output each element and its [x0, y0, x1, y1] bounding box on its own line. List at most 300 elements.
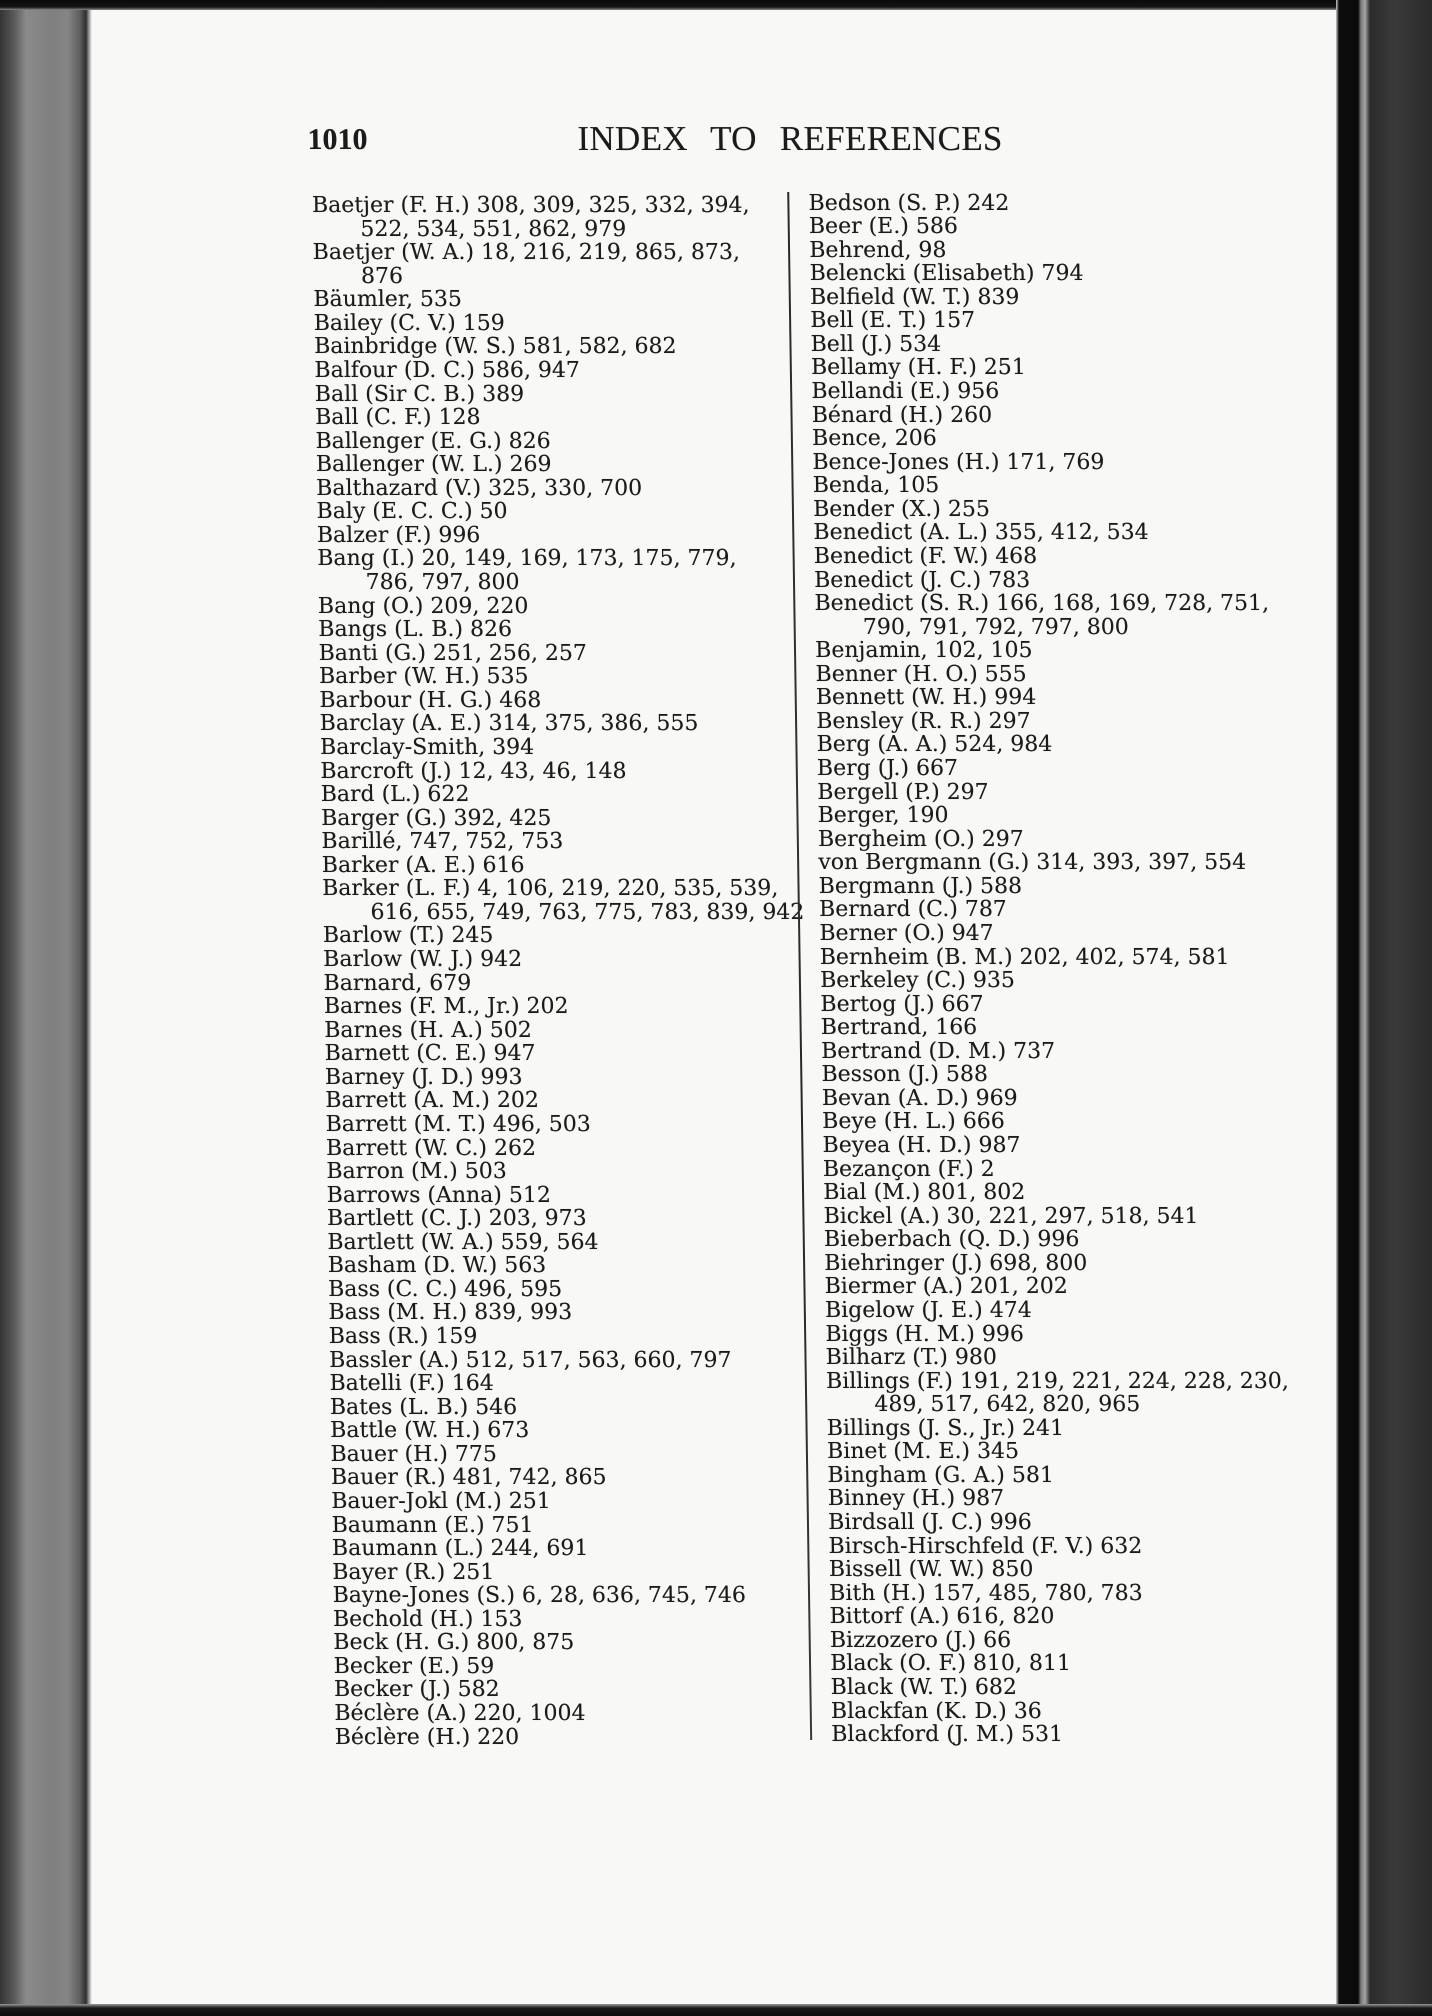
entry-first-line — [314, 359, 792, 383]
index-entry — [809, 239, 1287, 263]
index-entry — [816, 686, 1294, 710]
entry-first-line — [822, 1134, 1300, 1158]
entry-page-refs: 220 — [476, 1724, 520, 1750]
entry-name: Barber (W. H.) — [318, 664, 480, 690]
entry-page-refs: 394 — [491, 734, 535, 760]
entry-first-line — [329, 1325, 807, 1349]
entry-name: Barrett (A. M.) — [325, 1088, 491, 1114]
index-entry — [827, 1440, 1305, 1464]
entry-name: Barker (L. F.) — [321, 876, 471, 902]
entry-page-refs: 555 — [984, 661, 1027, 687]
entry-first-line — [816, 686, 1294, 710]
index-entry — [822, 1087, 1300, 1111]
entry-name: Bertrand (D. M.) — [820, 1038, 1007, 1064]
entry-name: Bartlett (C. J.) — [326, 1206, 482, 1232]
index-entry — [323, 972, 801, 996]
entry-name: Barron (M.) — [326, 1159, 458, 1185]
index-entry — [810, 333, 1288, 357]
entry-first-line — [830, 1676, 1308, 1700]
entry-page-refs: 242 — [967, 190, 1010, 216]
index-entry — [808, 192, 1286, 216]
entry-name: Becker (J.) — [333, 1677, 451, 1703]
entry-first-line — [817, 804, 1295, 828]
entry-first-line — [819, 922, 1297, 946]
index-entry — [831, 1723, 1309, 1747]
entry-first-line — [810, 286, 1288, 310]
entry-name: Barcroft (J.) — [320, 758, 452, 784]
entry-name: Bickel (A.) — [823, 1203, 940, 1229]
entry-name: Barger (G.) — [320, 805, 447, 831]
entry-first-line — [332, 1561, 810, 1585]
entry-name: Becker (E.) — [333, 1653, 460, 1679]
entry-name: Barrows (Anna) — [326, 1182, 503, 1208]
index-entry — [332, 1584, 810, 1608]
entry-page-refs: 535 — [486, 664, 529, 690]
entry-page-refs: 255 — [947, 496, 991, 522]
printed-page — [300, 110, 1324, 1760]
entry-name: Billings (F.) — [825, 1368, 954, 1394]
index-entry — [321, 876, 805, 925]
entry-first-line — [320, 712, 798, 736]
entry-page-refs: 987 — [978, 1133, 1021, 1158]
entry-page-refs: 512 — [508, 1182, 552, 1208]
entry-first-line — [823, 1181, 1301, 1205]
entry-first-line — [317, 547, 795, 571]
index-entry — [326, 1160, 804, 1184]
index-entry — [320, 760, 798, 784]
index-entry — [812, 404, 1290, 428]
entry-first-line — [827, 1464, 1305, 1488]
entry-first-line — [824, 1228, 1302, 1252]
index-entry — [327, 1207, 805, 1231]
entry-name: Bensley (R. R.) — [816, 708, 982, 734]
entry-page-refs: 839, 993 — [473, 1300, 573, 1326]
index-entry — [831, 1700, 1309, 1724]
entry-page-refs: 810, 811 — [972, 1651, 1072, 1677]
entry-page-refs: 159 — [435, 1324, 478, 1349]
entry-first-line — [817, 757, 1295, 781]
entry-page-refs: 244, 691 — [490, 1536, 589, 1562]
index-entry — [814, 545, 1292, 569]
entry-page-refs: 166 — [935, 1015, 978, 1041]
index-entry — [331, 1514, 809, 1538]
entry-page-refs: 826 — [469, 617, 513, 643]
index-entry — [314, 312, 792, 336]
entry-first-line — [824, 1252, 1302, 1276]
running-head-title: INDEX TO REFERENCES — [577, 119, 1003, 158]
entry-first-line — [825, 1323, 1303, 1347]
index-entry — [333, 1608, 811, 1632]
entry-first-line — [329, 1372, 807, 1396]
entry-name: Ball (Sir C. B.) — [314, 381, 476, 407]
entry-first-line — [822, 1087, 1300, 1111]
entry-first-line — [826, 1370, 1304, 1394]
entry-name: Bartlett (W. A.) — [327, 1229, 494, 1255]
entry-page-refs: 474 — [989, 1297, 1032, 1323]
entry-first-line — [329, 1349, 807, 1373]
entry-page-refs: 202, 402, 574, 581 — [1019, 944, 1230, 970]
index-entry — [331, 1490, 809, 1514]
entry-name: Bedson (S. P.) — [808, 190, 961, 216]
entry-page-refs: 667 — [941, 991, 984, 1017]
index-entry — [824, 1252, 1302, 1276]
entry-page-refs: 128 — [438, 405, 481, 431]
entry-page-refs: 502 — [489, 1017, 532, 1043]
entry-first-line — [321, 830, 799, 854]
index-entry — [825, 1299, 1303, 1323]
index-entry — [315, 383, 793, 407]
index-entry — [328, 1278, 806, 1302]
entry-name: Binney (H.) — [827, 1486, 956, 1512]
entry-page-refs: 269 — [509, 452, 552, 478]
entry-first-line — [313, 288, 791, 312]
entry-page-refs: 622 — [427, 782, 470, 808]
entry-first-line — [330, 1419, 808, 1443]
entry-page-refs-continued: 616, 655, 749, 763, 775, 783, 839, 942 — [370, 899, 805, 925]
entry-page-refs: 468 — [995, 543, 1038, 569]
entry-page-refs: 66 — [982, 1627, 1012, 1653]
index-entry — [315, 430, 793, 454]
entry-first-line — [328, 1301, 806, 1325]
entry-name: Bergheim (O.) — [817, 826, 975, 852]
entry-name: Birdsall (J. C.) — [827, 1510, 983, 1535]
entry-first-line — [334, 1678, 812, 1702]
entry-first-line — [817, 781, 1295, 805]
entry-first-line — [814, 569, 1292, 593]
entry-name: Benedict (S. R.) — [814, 591, 990, 617]
entry-first-line — [811, 356, 1289, 380]
entry-page-refs: 206 — [894, 426, 937, 452]
entry-name: Berner (O.) — [819, 920, 945, 946]
index-entry — [316, 500, 794, 524]
entry-page-refs: 588 — [945, 1062, 989, 1088]
index-entry — [327, 1184, 805, 1208]
entry-name: Binet (M. E.) — [826, 1439, 971, 1465]
entry-first-line — [809, 262, 1287, 286]
index-entry — [321, 807, 799, 831]
entry-name: Benjamin, — [815, 638, 928, 664]
entry-name: Barnard, — [323, 970, 423, 996]
entry-first-line — [316, 500, 794, 524]
entry-first-line — [315, 430, 793, 454]
entry-page-refs: 679 — [429, 970, 472, 996]
entry-first-line — [334, 1702, 812, 1726]
index-entry — [315, 406, 793, 430]
entry-first-line — [321, 807, 799, 831]
entry-first-line — [830, 1629, 1308, 1653]
entry-first-line — [811, 380, 1289, 404]
entry-page-refs: 468 — [499, 687, 542, 713]
entry-name: Bates (L. B.) — [329, 1394, 469, 1420]
entry-first-line — [831, 1723, 1309, 1747]
entry-page-refs: 698, 800 — [989, 1250, 1088, 1276]
index-entry — [313, 241, 792, 288]
entry-first-line — [820, 993, 1298, 1017]
entry-first-line — [813, 474, 1291, 498]
left-index-column — [312, 194, 813, 1749]
entry-name: von Bergmann (G.) — [818, 850, 1030, 876]
entry-page-refs: 355, 412, 534 — [994, 520, 1149, 546]
entry-name: Banti (G.) — [318, 640, 427, 666]
entry-page-refs: 826 — [508, 428, 551, 454]
entry-name: Bang (O.) — [317, 593, 424, 619]
entry-name: Baly (E. C. C.) — [316, 499, 473, 525]
entry-name: Birsch-Hirschfeld (F. V.) — [828, 1533, 1094, 1559]
entry-page-refs: 616 — [482, 852, 525, 878]
entry-page-refs: 996 — [989, 1510, 1032, 1535]
entry-name: Bender (X.) — [812, 496, 942, 522]
index-entry — [316, 477, 794, 501]
index-entry — [324, 1019, 802, 1043]
index-entry — [819, 875, 1297, 899]
entry-first-line — [321, 783, 799, 807]
entry-name: Bayer (R.) — [332, 1559, 446, 1585]
entry-page-refs: 220, 1004 — [473, 1701, 586, 1726]
entry-page-refs: 801, 802 — [927, 1180, 1026, 1206]
entry-first-line — [815, 663, 1293, 687]
entry-name: Basham (D. W.) — [327, 1253, 498, 1279]
entry-page-refs: 6, 28, 636, 745, 746 — [521, 1583, 747, 1609]
entry-name: Battle (W. H.) — [330, 1418, 481, 1444]
entry-name: Barnett (C. E.) — [324, 1041, 487, 1067]
index-entry — [813, 498, 1291, 522]
index-entry — [821, 1040, 1299, 1064]
entry-name: Bell (E. T.) — [810, 308, 927, 334]
index-entry — [819, 922, 1297, 946]
entry-name: Ballenger (E. G.) — [315, 428, 502, 454]
entry-page-refs: 737 — [1012, 1038, 1056, 1064]
entry-first-line — [320, 760, 798, 784]
entry-page-refs: 171, 769 — [1006, 449, 1105, 475]
entry-page-refs: 586 — [915, 214, 959, 240]
entry-page-refs: 588 — [979, 873, 1023, 899]
entry-page-refs-continued: 876 — [360, 263, 404, 289]
index-entry — [328, 1254, 806, 1278]
entry-first-line — [324, 995, 802, 1019]
entry-first-line — [823, 1205, 1301, 1229]
entry-page-refs: 166, 168, 169, 728, 751, — [995, 591, 1270, 617]
index-entry — [314, 335, 792, 359]
entry-page-refs: 512, 517, 563, 660, 797 — [465, 1347, 732, 1373]
entry-name: Bieberbach (Q. D.) — [823, 1227, 1031, 1253]
index-entry — [823, 1181, 1301, 1205]
index-entry — [317, 547, 796, 594]
entry-first-line — [818, 851, 1296, 875]
entry-page-refs: 673 — [487, 1418, 530, 1444]
entry-name: Beck (H. G.) — [333, 1630, 470, 1656]
entry-name: Bassler (A.) — [328, 1347, 459, 1373]
entry-name: Barnes (H. A.) — [324, 1017, 483, 1043]
entry-page-refs: 666 — [962, 1109, 1005, 1135]
entry-page-refs: 2 — [980, 1156, 995, 1182]
entry-page-refs: 996 — [438, 522, 481, 548]
entry-first-line — [323, 948, 801, 972]
entry-name: Benedict (J. C.) — [813, 567, 982, 593]
entry-page-refs: 102, 105 — [934, 638, 1033, 664]
index-entry — [319, 665, 797, 689]
entry-page-refs: 942 — [479, 947, 523, 972]
entry-page-refs: 956 — [957, 379, 1000, 404]
entry-page-refs: 559, 564 — [500, 1229, 599, 1255]
entry-first-line — [325, 1089, 803, 1113]
index-entry — [821, 1063, 1299, 1087]
entry-name: Barclay (A. E.) — [319, 711, 482, 737]
entry-first-line — [314, 312, 792, 336]
entry-first-line — [327, 1207, 805, 1231]
entry-name: Baetjer (F. H.) — [311, 193, 470, 218]
entry-name: Berger, — [817, 803, 900, 829]
entry-page-refs-continued: 790, 791, 792, 797, 800 — [862, 614, 1129, 640]
entry-name: Bellandi (E.) — [811, 379, 951, 404]
entry-page-refs: 30, 221, 297, 518, 541 — [946, 1203, 1199, 1229]
index-entry — [811, 380, 1289, 404]
entry-name: Bernard (C.) — [818, 897, 959, 923]
index-entry — [322, 854, 800, 878]
entry-page-refs: 935 — [972, 968, 1016, 994]
entry-page-refs: 153 — [480, 1606, 523, 1632]
index-entry — [824, 1228, 1302, 1252]
index-entry — [330, 1443, 808, 1467]
entry-first-line — [828, 1535, 1306, 1559]
entry-first-line — [810, 333, 1288, 357]
entry-page-refs: 563 — [504, 1253, 547, 1279]
right-index-column — [808, 192, 1309, 1747]
book-binding-right — [1336, 0, 1432, 2016]
entry-first-line — [827, 1440, 1305, 1464]
index-entry — [318, 595, 796, 619]
entry-first-line — [812, 404, 1290, 428]
entry-page-refs: 850 — [991, 1557, 1034, 1583]
entry-page-refs: 503 — [464, 1159, 507, 1185]
entry-first-line — [315, 406, 793, 430]
scan-border-bottom — [0, 2004, 1432, 2016]
entry-page-refs: 632 — [1100, 1533, 1143, 1559]
entry-first-line — [330, 1396, 808, 1420]
index-entry — [810, 309, 1288, 333]
entry-first-line — [330, 1443, 808, 1467]
index-entry — [828, 1487, 1306, 1511]
entry-name: Bertog (J.) — [820, 991, 935, 1017]
index-entry — [823, 1205, 1301, 1229]
index-entry — [320, 712, 798, 736]
index-entry — [818, 851, 1296, 875]
index-entry — [318, 618, 796, 642]
entry-page-refs: 839 — [977, 284, 1020, 310]
entry-name: Blackfan (K. D.) — [830, 1698, 1007, 1724]
entry-name: Bittorf (A.) — [829, 1604, 950, 1630]
entry-name: Billings (J. S., Jr.) — [826, 1415, 1016, 1441]
entry-page-refs: 325, 330, 700 — [487, 475, 643, 501]
index-entry — [312, 194, 791, 241]
index-entry — [827, 1464, 1305, 1488]
entry-page-refs: 794 — [1041, 261, 1084, 287]
entry-page-refs: 775 — [454, 1441, 498, 1467]
entry-first-line — [325, 1113, 803, 1137]
entry-first-line — [325, 1066, 803, 1090]
entry-name: Béclère (H.) — [334, 1724, 471, 1750]
index-entry — [817, 757, 1295, 781]
index-entry — [810, 286, 1288, 310]
entry-name: Balzer (F.) — [316, 522, 432, 548]
index-entry — [828, 1535, 1306, 1559]
entry-page-refs: 314, 393, 397, 554 — [1036, 850, 1247, 876]
entry-name: Bass (M. H.) — [328, 1300, 468, 1326]
entry-page-refs: 191, 219, 221, 224, 228, 230, — [959, 1368, 1289, 1394]
index-entry — [827, 1417, 1305, 1441]
entry-page-refs: 345 — [976, 1439, 1020, 1465]
entry-first-line — [326, 1137, 804, 1161]
entry-page-refs: 164 — [451, 1371, 494, 1397]
entry-page-refs: 251 — [508, 1488, 551, 1514]
index-entry — [830, 1629, 1308, 1653]
entry-page-refs: 105 — [897, 473, 940, 499]
entry-first-line — [821, 1040, 1299, 1064]
index-entry — [816, 710, 1294, 734]
entry-name: Bith (H.) — [829, 1580, 926, 1606]
entry-first-line — [819, 898, 1297, 922]
entry-page-refs: 297 — [988, 708, 1031, 734]
entry-first-line — [315, 383, 793, 407]
entry-name: Behrend, — [809, 237, 912, 263]
entry-page-refs: 12, 43, 46, 148 — [458, 758, 627, 784]
entry-first-line — [328, 1278, 806, 1302]
entry-name: Barillé, — [321, 829, 403, 855]
entry-page-refs-continued: 489, 517, 642, 820, 965 — [874, 1392, 1141, 1418]
entry-name: Biehringer (J.) — [824, 1250, 983, 1276]
entry-first-line — [821, 1063, 1299, 1087]
entry-first-line — [324, 1019, 802, 1043]
entry-name: Bainbridge (W. S.) — [313, 334, 516, 360]
entry-first-line — [809, 215, 1287, 239]
entry-name: Beer (E.) — [808, 214, 910, 240]
entry-first-line — [318, 642, 796, 666]
entry-name: Bangs (L. B.) — [318, 617, 464, 643]
entry-first-line — [830, 1652, 1308, 1676]
entry-page-refs: 251, 256, 257 — [432, 640, 588, 666]
index-entry — [813, 521, 1291, 545]
entry-name: Bingham (G. A.) — [827, 1462, 1006, 1488]
index-entry — [829, 1582, 1307, 1606]
entry-page-refs: 996 — [981, 1321, 1025, 1347]
entry-name: Barney (J. D.) — [324, 1064, 474, 1090]
entry-first-line — [328, 1254, 806, 1278]
entry-first-line — [812, 451, 1290, 475]
index-entry — [319, 689, 797, 713]
index-entry — [819, 898, 1297, 922]
entry-page-refs: 203, 973 — [488, 1206, 587, 1232]
entry-name: Ball (C. F.) — [314, 405, 432, 431]
entry-name: Bizzozero (J.) — [829, 1627, 977, 1653]
entry-name: Biggs (H. M.) — [825, 1321, 976, 1347]
entry-first-line — [323, 972, 801, 996]
entry-name: Bauer (R.) — [330, 1465, 446, 1491]
entry-first-line — [327, 1184, 805, 1208]
entry-name: Bard (L.) — [320, 782, 421, 808]
entry-first-line — [332, 1537, 810, 1561]
index-entry — [824, 1275, 1302, 1299]
index-entry — [334, 1702, 812, 1726]
entry-name: Bauer-Jokl (M.) — [331, 1488, 502, 1514]
index-entry — [326, 1137, 804, 1161]
entry-name: Besson (J.) — [821, 1062, 940, 1088]
index-entry — [321, 830, 799, 854]
entry-name: Bial (M.) — [823, 1180, 921, 1206]
entry-name: Barlow (T.) — [322, 923, 445, 949]
entry-first-line — [333, 1608, 811, 1632]
entry-first-line — [812, 427, 1290, 451]
index-entry — [829, 1605, 1307, 1629]
index-entry — [332, 1561, 810, 1585]
